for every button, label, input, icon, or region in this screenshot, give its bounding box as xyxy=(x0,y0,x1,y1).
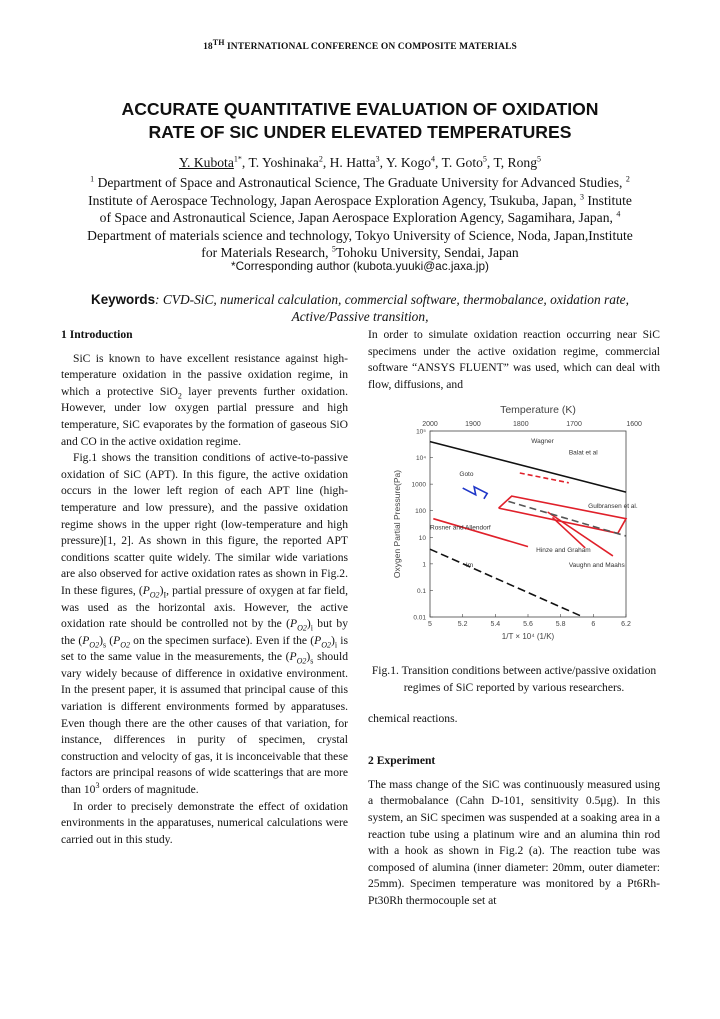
figure-1-caption: Fig.1. Transition conditions between active/passive oxidation regimes of SiC reported by various researchers. xyxy=(371,664,657,694)
y-tick-label-2: 1 xyxy=(422,561,426,569)
series-label-5: Hinze and Graham xyxy=(536,547,591,555)
series-label-3: Gulbransen et al. xyxy=(588,503,638,511)
left-column xyxy=(61,327,348,848)
author-1: Y. Kubota xyxy=(178,155,234,170)
right-paragraph-2: chemical reactions. xyxy=(368,711,458,725)
right-paragraph-1: In order to simulate oxidation reaction occurring near SiC specimens under the active oxidation regime, commercial software “ANSYS FLUENT” was used, which can deal with flow, diffusions, and xyxy=(368,328,660,391)
series-label-1: Balat et al xyxy=(568,449,598,457)
x-axis-label: 1/T × 10⁴ (1/K) xyxy=(501,632,555,642)
series-line-gulbransen-et-al- xyxy=(499,496,626,533)
section-heading-experiment: 2 Experiment xyxy=(368,754,436,768)
y-axis-label: Oxygen Partial Pressure(Pa) xyxy=(392,470,402,579)
series-line-im xyxy=(430,550,580,617)
y-tick-label-4: 100 xyxy=(415,508,426,516)
series-label-6: Im xyxy=(465,562,474,570)
experiment-paragraph: The mass change of the SiC was continuously measured using a thermobalance (Cahn D-101, sensitivity 0.5μg). In this system, an SiC specimen was suspended at a soaking area in a reaction tube using a platinum wire and an alumina thin rod with a hook as shown in Fig.2 (a). The reaction tube was composed of alumina (inner diameter: 20mm, outer diameter: 25mm). Specimen temperature was monitored by a Pt6Rh-Pt30Rh thermocouple set at xyxy=(368,777,660,907)
section-heading-introduction: 1 Introduction xyxy=(61,328,133,341)
x-tick-label-4: 5.8 xyxy=(555,621,566,629)
x-tick-label-2: 5.4 xyxy=(490,621,501,629)
author-list: Y. Kubota$^{1*}$, T. Yoshinaka$^2$, H. Hatta$^3$, Y. Kogo$^4$, T. Goto$^5$, T, Rong$^5$ xyxy=(178,154,542,170)
series-label-4: Rosner and Allendorf xyxy=(430,524,491,532)
series-label-0: Wagner xyxy=(531,438,554,446)
author-2: T. Yoshinaka xyxy=(248,155,319,170)
keywords-label: Keywords xyxy=(91,292,156,307)
keywords: Keywords: CVD-SiC, numerical calculation, commercial software, thermobalance, oxidation rate, Active/Passive transition, xyxy=(91,292,629,324)
top-tick-label-1: 1900 xyxy=(465,421,481,429)
y-tick-label-0: 0.01 xyxy=(413,614,426,622)
author-6: T, Rong xyxy=(493,155,538,170)
x-tick-label-1: 5.2 xyxy=(457,621,468,629)
series-label-2: Goto xyxy=(459,471,474,479)
title-line-1: ACCURATE QUANTITATIVE EVALUATION OF OXIDATION xyxy=(121,99,599,119)
x-tick-label-5: 6 xyxy=(591,621,596,629)
figure-1-chart xyxy=(368,401,660,661)
top-tick-label-2: 1800 xyxy=(513,421,529,429)
y-tick-label-1: 0.1 xyxy=(416,588,426,596)
top-tick-label-4: 1600 xyxy=(626,421,642,429)
x-tick-label-0: 5 xyxy=(428,621,432,629)
title-line-2: RATE OF SIC UNDER ELEVATED TEMPERATURES xyxy=(148,122,572,142)
chart-title: Temperature (K) xyxy=(500,404,576,417)
conference-header: 18TH INTERNATIONAL CONFERENCE ON COMPOSITE MATERIALS xyxy=(203,37,517,52)
intro-paragraph-3: In order to precisely demonstrate the effect of oxidation environments in the apparatuses, numerical calculations were carried out in this study. xyxy=(61,799,348,846)
x-tick-label-6: 6.2 xyxy=(621,621,631,629)
paper-title xyxy=(40,98,680,144)
y-tick-label-7: 10⁵ xyxy=(416,428,426,436)
y-tick-label-5: 1000 xyxy=(411,482,426,490)
series-line-hinze-and-graham xyxy=(553,518,586,549)
right-column xyxy=(368,327,660,910)
affiliations: $^1$ Department of Space and Astronautical Science, The Graduate University for Advanced Studies, $^2$ Institute of Aerospace Technology, Japan Aerospace Exploration Agency, Tsukuba, Japan, $^3$ Institute of Space and Astronautical Science, Japan Aerospace Exploration Agency, Sagamihara, Japan, $^4$ Department of materials science and technology, Tokyo University of Science, Noda, Japan,Institute for Materials Research, $^5$Tohoku University, Sendai, Japan xyxy=(87,174,633,261)
series-line-balat-et-al- xyxy=(520,473,569,483)
y-tick-label-6: 10⁴ xyxy=(415,455,426,463)
corresponding-author: *Corresponding author (kubota.yuuki@ac.jaxa.jp) xyxy=(231,259,489,273)
series-line-goto xyxy=(463,487,488,499)
x-tick-label-3: 5.6 xyxy=(523,621,533,629)
intro-paragraph-2: Fig.1 shows the transition conditions of active-to-passive oxidation of SiC (APT). In this figure, the active oxidation occurs in the lower left region of each APT line (high-temperature and low pressure), and the passive oxidation regime shows in the upper right (low-temperature and high pressure)[1, 2]. As shown in this figure, the reported APT conditions scatter quite widely. The similar wide variations are also observed for active oxidation rates as shown in Fig.2. In these figures, $(P_{O2})_I$, partial pressure of oxygen at far field, was used as the horizontal axis. However, the active oxidation rate should be controlled not by the $(P_{O2})_i$ but by the $(P_{O2})_s$ ($P_{O2}$ on the specimen surface). Even if the $(P_{O2})_i$ is set to the same value in the measurements, the $(P_{O2})_s$ should vary widely because of difference in oxidative environment. In the present paper, it is assumed that principal cause of this variation is different environments formed by apparatuses. Even though there are the other causes of that variation, for instance, differences in purity of specimen, crystal construction and velocity of gas, it is inconceivable that these factors are principal reasons of wide scatterings that are more than $10^3$ orders of magnitude. xyxy=(61,451,348,797)
intro-paragraph-1: SiC is known to have excellent resistance against high-temperature oxidation in the passive oxidation regime, in which a protective SiO$_2$ layer prevents further oxidation. However, under low oxygen partial pressure and high temperature, SiC evaporates by the formation of gaseous SiO and CO in the active oxidation regime. xyxy=(61,351,348,448)
series-line-rosner-and-allendorf xyxy=(433,519,528,547)
figure-1 xyxy=(368,401,660,661)
author-4: Y. Kogo xyxy=(385,155,432,170)
keywords-text: CVD-SiC, numerical calculation, commercial software, thermobalance, oxidation rate, Active/Passive transition, xyxy=(162,292,629,324)
top-tick-label-3: 1700 xyxy=(566,421,582,429)
top-tick-label-0: 2000 xyxy=(422,421,438,429)
y-tick-label-3: 10 xyxy=(418,535,426,543)
author-5: T. Goto xyxy=(441,155,483,170)
series-label-7: Vaughn and Maahs xyxy=(568,562,625,570)
author-3: H. Hatta xyxy=(329,155,376,170)
